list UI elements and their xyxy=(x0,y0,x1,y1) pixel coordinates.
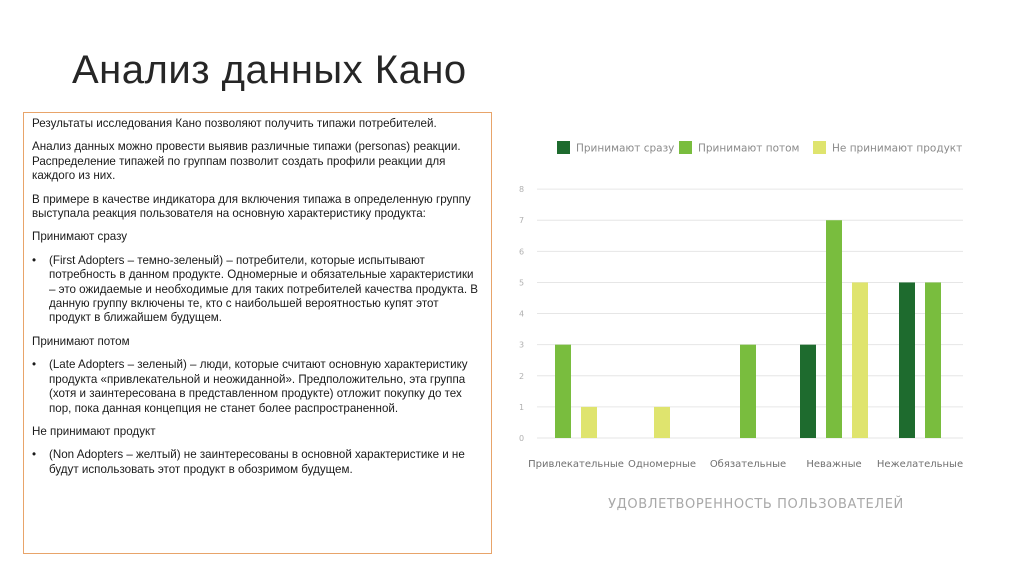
first-adopters-bullet xyxy=(32,254,483,326)
category-label: Привлекательные xyxy=(528,459,624,470)
analysis-paragraph: Анализ данных можно провести выявив различные типажи (personas) реакции. Распределение типажей по группам позволит создать профили реакции для каждого из них. xyxy=(32,140,461,183)
legend-label: Принимают сразу xyxy=(576,142,675,155)
y-tick-label: 0 xyxy=(519,434,525,443)
description-text-box xyxy=(23,112,492,554)
bar xyxy=(555,345,571,438)
bar xyxy=(581,407,597,438)
first-adopters-text: (First Adopters – темно-зеленый) – потребители, которые испытывают потребность в данном продукте. Одномерные и обязательные характеристики – это ожидаемые и необходимые для таких потребителей качества продукта. В данную группу включены те, кто с наибольшей вероятностью купят этот продукт в ближайшем будущем. xyxy=(49,253,479,325)
legend-swatch xyxy=(679,141,692,154)
y-tick-label: 7 xyxy=(519,216,525,226)
non-adopters-bullet xyxy=(32,448,483,477)
slide-title: Анализ данных Кано xyxy=(72,48,467,92)
bar xyxy=(899,282,915,438)
category-label: Обязательные xyxy=(709,459,787,470)
first-adopters-heading: Принимают сразу xyxy=(32,230,128,244)
non-adopters-heading: Не принимают продукт xyxy=(32,424,156,438)
indicator-paragraph: В примере в качестве индикатора для включения типажа в определенную группу выступала реакция пользователя на основную характеристику продукта: xyxy=(32,192,471,221)
kano-bar-chart xyxy=(505,120,1005,530)
y-tick-label: 3 xyxy=(519,340,525,350)
legend-label: Не принимают продукт xyxy=(832,142,963,155)
legend-swatch xyxy=(557,141,570,154)
bar xyxy=(826,220,842,438)
bar xyxy=(654,407,670,438)
non-adopters-text: (Non Adopters – желтый) не заинтересованы в основной характеристике и не будут использовать этот продукт в обозримом будущем. xyxy=(49,448,465,476)
bar xyxy=(925,282,941,438)
late-adopters-heading: Принимают потом xyxy=(32,334,130,348)
late-adopters-bullet xyxy=(32,358,483,416)
bullet-dot: • xyxy=(32,448,37,462)
category-label: Неважные xyxy=(806,459,862,470)
bar xyxy=(740,345,756,438)
late-adopters-text: (Late Adopters – зеленый) – люди, которые считают основную характеристику продукта «привлекательной и неожиданной». Предположительно, эта группа (хотя и заинтересована в представленном продукте) отложит покупку до тех пор, пока данная концепция не станет более распространенной. xyxy=(49,358,468,415)
y-tick-label: 2 xyxy=(519,371,525,381)
bullet-dot: • xyxy=(32,358,37,372)
intro-paragraph: Результаты исследования Кано позволяют получить типажи потребителей. xyxy=(32,117,437,130)
category-label: Одномерные xyxy=(627,459,697,470)
y-tick-label: 4 xyxy=(519,309,525,319)
legend-label: Принимают потом xyxy=(698,142,800,155)
x-axis-title: УДОВЛЕТВОРЕННОСТЬ ПОЛЬЗОВАТЕЛЕЙ xyxy=(608,497,904,512)
y-tick-label: 6 xyxy=(519,247,525,257)
y-tick-label: 8 xyxy=(519,185,525,195)
bullet-dot: • xyxy=(32,253,37,267)
y-tick-label: 1 xyxy=(519,402,525,412)
category-label: Нежелательные xyxy=(876,459,964,470)
bar xyxy=(800,345,816,438)
bar xyxy=(852,282,868,438)
y-tick-label: 5 xyxy=(519,278,525,288)
legend-swatch xyxy=(813,141,826,154)
